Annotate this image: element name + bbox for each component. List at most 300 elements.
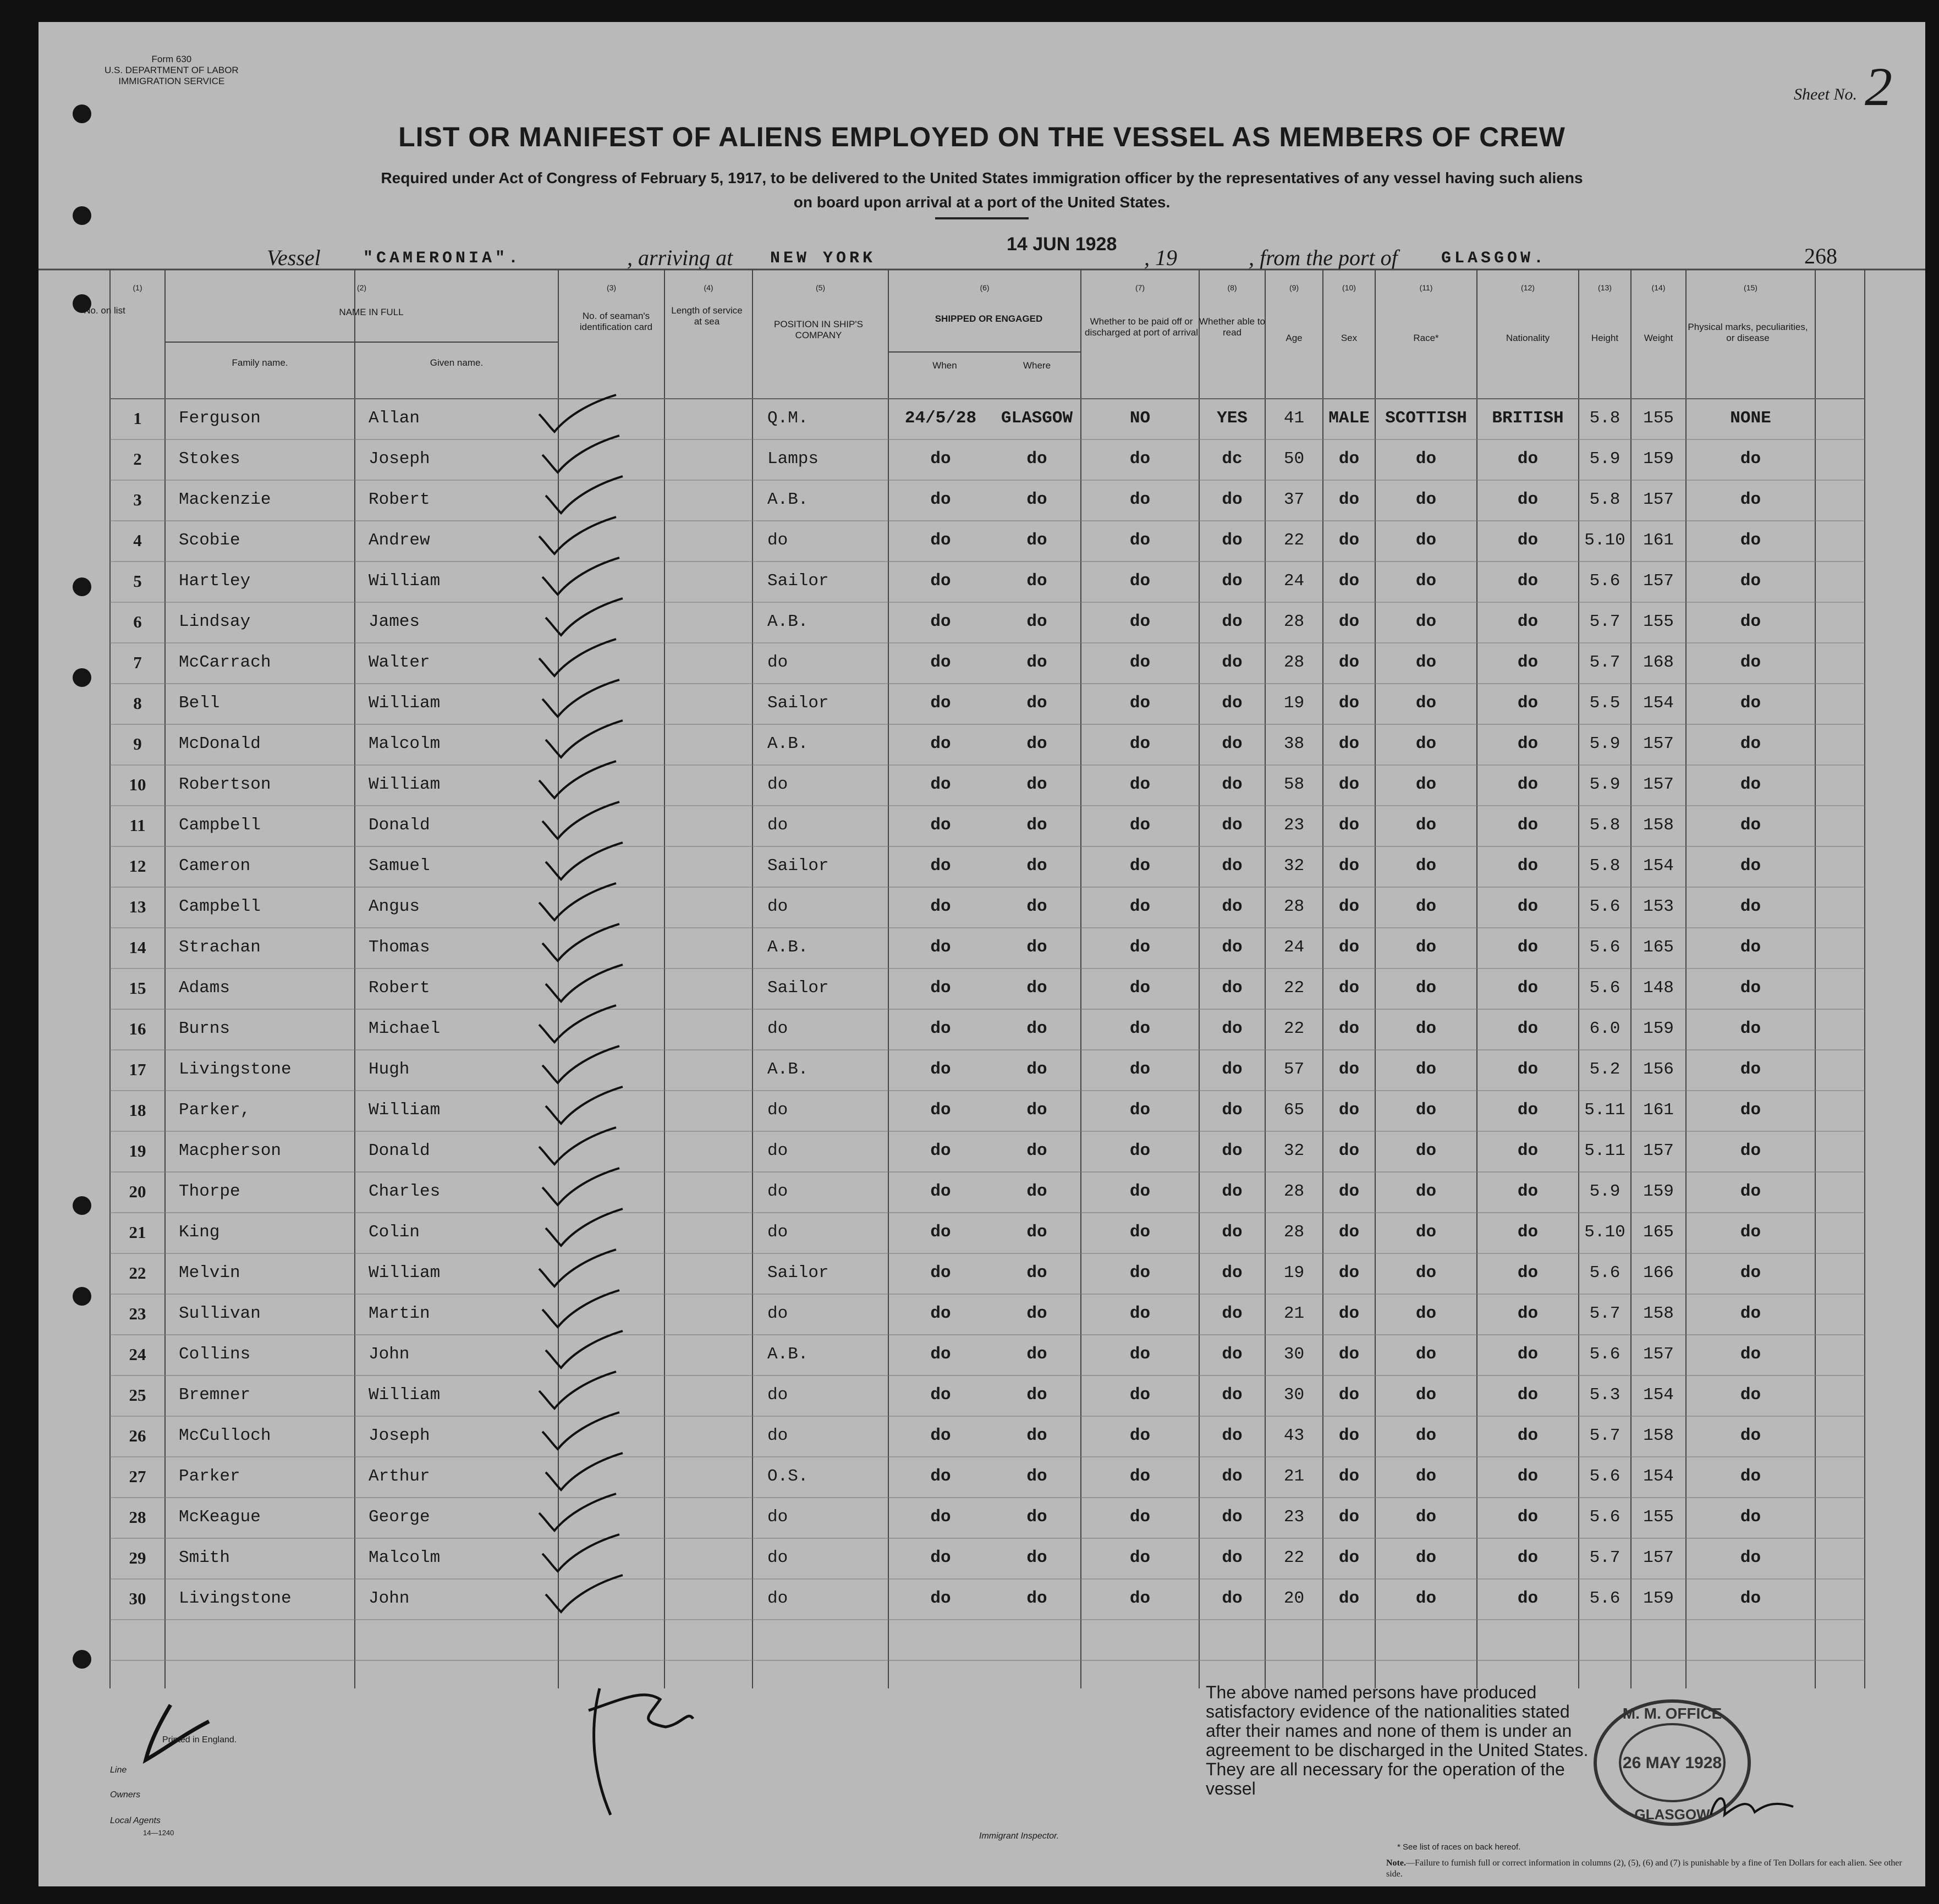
header-sex: Sex <box>1341 333 1358 343</box>
row-number: 16 <box>129 1019 146 1038</box>
family-name: Smith <box>179 1548 230 1567</box>
shipped-when: do <box>930 1467 951 1486</box>
nationality: do <box>1517 1141 1539 1160</box>
physical-marks: do <box>1740 1223 1761 1242</box>
race: do <box>1415 775 1437 794</box>
row-number: 26 <box>129 1426 146 1445</box>
sex: do <box>1338 694 1360 713</box>
physical-marks: do <box>1740 571 1761 591</box>
age: 30 <box>1283 1345 1305 1364</box>
family-name: Lindsay <box>179 612 251 631</box>
able-to-read: do <box>1222 531 1243 550</box>
height: 6.0 <box>1589 1019 1621 1038</box>
physical-marks: do <box>1740 978 1761 998</box>
shipped-where: do <box>1026 1548 1047 1567</box>
shipped-when: do <box>930 1223 951 1242</box>
race: do <box>1415 571 1437 591</box>
shipped-when: do <box>930 1060 951 1079</box>
row-number: 21 <box>129 1223 146 1242</box>
shipped-when: do <box>930 816 951 835</box>
weight: 161 <box>1643 531 1674 550</box>
paid-off: do <box>1129 694 1151 713</box>
weight: 155 <box>1643 409 1674 428</box>
column-number: (15) <box>1744 283 1757 292</box>
shipped-where: do <box>1026 1223 1047 1242</box>
height: 5.6 <box>1589 978 1621 998</box>
column-number: (3) <box>606 283 617 292</box>
physical-marks: do <box>1740 1019 1761 1038</box>
row-number: 22 <box>129 1263 146 1283</box>
age: 22 <box>1283 978 1305 998</box>
age: 24 <box>1283 938 1305 957</box>
able-to-read: do <box>1222 1548 1243 1567</box>
sex: do <box>1338 531 1360 550</box>
able-to-read: do <box>1222 816 1243 835</box>
physical-marks: do <box>1740 1100 1761 1120</box>
height: 5.6 <box>1589 1589 1621 1608</box>
race: do <box>1415 1467 1437 1486</box>
height: 5.11 <box>1584 1100 1625 1120</box>
column-number: (7) <box>1135 283 1145 292</box>
weight: 157 <box>1643 1548 1674 1567</box>
race: do <box>1415 612 1437 631</box>
nationality: do <box>1517 653 1539 672</box>
shipped-where: do <box>1026 1385 1047 1405</box>
paid-off: do <box>1129 1019 1151 1038</box>
race: do <box>1415 694 1437 713</box>
sex: do <box>1338 571 1360 591</box>
header-able-read: Whether able to read <box>1199 316 1266 338</box>
header-height: Height <box>1591 333 1619 343</box>
shipped-where: do <box>1026 1019 1047 1038</box>
page-title: LIST OR MANIFEST OF ALIENS EMPLOYED ON THE VESSEL AS MEMBERS OF CREW <box>398 122 1566 152</box>
row-number: 24 <box>129 1345 146 1364</box>
sex: do <box>1338 1182 1360 1201</box>
nationality: do <box>1517 1507 1539 1527</box>
height: 5.6 <box>1589 1467 1621 1486</box>
physical-marks: do <box>1740 938 1761 957</box>
race: do <box>1415 1141 1437 1160</box>
age: 19 <box>1283 694 1305 713</box>
paid-off: do <box>1129 897 1151 916</box>
height: 5.9 <box>1589 734 1621 753</box>
position: do <box>767 1019 788 1038</box>
inspector-label: Immigrant Inspector. <box>979 1831 1059 1841</box>
race: do <box>1415 816 1437 835</box>
given-name: James <box>369 612 420 631</box>
vessel-label: Vessel <box>267 245 321 270</box>
able-to-read: do <box>1222 490 1243 509</box>
able-to-read: do <box>1222 1345 1243 1364</box>
weight: 168 <box>1643 653 1674 672</box>
race: do <box>1415 1223 1437 1242</box>
shipped-where: do <box>1026 1060 1047 1079</box>
column-number: (13) <box>1598 283 1612 292</box>
position: do <box>767 816 788 835</box>
family-name: Livingstone <box>179 1589 292 1608</box>
age: 37 <box>1283 490 1305 509</box>
physical-marks: do <box>1740 1304 1761 1323</box>
shipped-where: do <box>1026 856 1047 876</box>
given-name: Malcolm <box>369 734 441 753</box>
header-when: When <box>932 360 957 371</box>
family-name: Stokes <box>179 449 240 469</box>
weight: 159 <box>1643 449 1674 469</box>
column-number: (9) <box>1289 283 1299 292</box>
row-number: 29 <box>129 1548 146 1567</box>
paid-off: do <box>1129 449 1151 469</box>
able-to-read: do <box>1222 1507 1243 1527</box>
row-number: 8 <box>133 694 142 713</box>
height: 5.3 <box>1589 1385 1621 1405</box>
form-code: 14—1240 <box>143 1829 174 1837</box>
weight: 159 <box>1643 1182 1674 1201</box>
row-number: 19 <box>129 1141 146 1160</box>
sex: do <box>1338 612 1360 631</box>
weight: 157 <box>1643 775 1674 794</box>
race: do <box>1415 897 1437 916</box>
family-name: Burns <box>179 1019 230 1038</box>
age: 19 <box>1283 1263 1305 1283</box>
position: A.B. <box>767 490 809 509</box>
shipped-when: do <box>930 694 951 713</box>
family-name: Melvin <box>179 1263 240 1283</box>
weight: 156 <box>1643 1060 1674 1079</box>
check-mark-icon <box>540 1450 628 1494</box>
sex: do <box>1338 1507 1360 1527</box>
given-name: Allan <box>369 409 420 428</box>
family-name: Sullivan <box>179 1304 261 1323</box>
weight: 165 <box>1643 1223 1674 1242</box>
race: do <box>1415 1345 1437 1364</box>
row-number: 11 <box>129 816 146 835</box>
check-mark-icon <box>537 677 625 721</box>
sex: do <box>1338 1141 1360 1160</box>
row-number: 13 <box>129 897 146 916</box>
paid-off: do <box>1129 531 1151 550</box>
sex: do <box>1338 1060 1360 1079</box>
paid-off: do <box>1129 1182 1151 1201</box>
position: Sailor <box>767 1263 829 1283</box>
row-number: 17 <box>129 1060 146 1079</box>
paid-off: do <box>1129 856 1151 876</box>
nationality: do <box>1517 897 1539 916</box>
age: 57 <box>1283 1060 1305 1079</box>
paid-off: do <box>1129 1141 1151 1160</box>
weight: 165 <box>1643 938 1674 957</box>
check-mark-icon <box>537 1532 625 1576</box>
position: do <box>767 1426 788 1445</box>
check-mark-icon <box>537 799 625 843</box>
column-number: (8) <box>1227 283 1237 292</box>
nationality: do <box>1517 816 1539 835</box>
check-mark-icon <box>534 1247 622 1291</box>
agents-label: Local Agents <box>110 1816 161 1825</box>
sex: do <box>1338 1019 1360 1038</box>
age: 28 <box>1283 1223 1305 1242</box>
height: 5.6 <box>1589 938 1621 957</box>
nationality: do <box>1517 531 1539 550</box>
weight: 154 <box>1643 856 1674 876</box>
position: Sailor <box>767 978 829 998</box>
nationality: do <box>1517 1304 1539 1323</box>
column-number: (11) <box>1419 283 1433 292</box>
header-nationality: Nationality <box>1506 333 1550 343</box>
nationality: do <box>1517 938 1539 957</box>
vessel-name: "CAMERONIA". <box>363 249 522 268</box>
family-name: Bremner <box>179 1385 251 1405</box>
able-to-read: dc <box>1222 449 1243 469</box>
position: A.B. <box>767 612 809 631</box>
shipped-when: do <box>930 734 951 753</box>
row-number: 10 <box>129 775 146 794</box>
shipped-when: do <box>930 1182 951 1201</box>
position: do <box>767 1100 788 1120</box>
row-number: 20 <box>129 1182 146 1201</box>
given-name: Martin <box>369 1304 430 1323</box>
check-mark-icon <box>534 1125 622 1169</box>
position: do <box>767 1304 788 1323</box>
sheet-label: Sheet No. <box>1794 85 1857 103</box>
paid-off: do <box>1129 978 1151 998</box>
weight: 158 <box>1643 1426 1674 1445</box>
row-number: 7 <box>133 653 142 672</box>
column-number: (1) <box>133 283 142 292</box>
paid-off: do <box>1129 1467 1151 1486</box>
able-to-read: do <box>1222 653 1243 672</box>
paid-off: do <box>1129 571 1151 591</box>
sex: do <box>1338 1263 1360 1283</box>
shipped-when: do <box>930 1263 951 1283</box>
height: 5.7 <box>1589 653 1621 672</box>
race: do <box>1415 978 1437 998</box>
height: 5.8 <box>1589 856 1621 876</box>
race: do <box>1415 1304 1437 1323</box>
given-name: Walter <box>369 653 430 672</box>
given-name: Thomas <box>369 938 430 957</box>
given-name: Charles <box>369 1182 441 1201</box>
physical-marks: do <box>1740 1385 1761 1405</box>
nationality: do <box>1517 978 1539 998</box>
position: A.B. <box>767 1345 809 1364</box>
physical-marks: do <box>1740 1426 1761 1445</box>
position: O.S. <box>767 1467 809 1486</box>
physical-marks: do <box>1740 1263 1761 1283</box>
weight: 159 <box>1643 1589 1674 1608</box>
shipped-when: do <box>930 449 951 469</box>
row-number: 15 <box>129 978 146 998</box>
able-to-read: do <box>1222 938 1243 957</box>
sex: do <box>1338 978 1360 998</box>
nationality: do <box>1517 1223 1539 1242</box>
able-to-read: do <box>1222 694 1243 713</box>
column-number: (4) <box>704 283 713 292</box>
race: do <box>1415 1385 1437 1405</box>
able-to-read: do <box>1222 775 1243 794</box>
age: 65 <box>1283 1100 1305 1120</box>
inspector-signature <box>578 1666 699 1831</box>
shipped-where: do <box>1026 1141 1047 1160</box>
weight: 157 <box>1643 734 1674 753</box>
height: 5.6 <box>1589 1263 1621 1283</box>
header-given-name: Given name. <box>430 357 484 368</box>
able-to-read: do <box>1222 897 1243 916</box>
race: do <box>1415 734 1437 753</box>
shipped-where: do <box>1026 1304 1047 1323</box>
position: do <box>767 1548 788 1567</box>
physical-marks: do <box>1740 490 1761 509</box>
nationality: do <box>1517 734 1539 753</box>
manifest-sheet <box>39 22 1925 1886</box>
sex: do <box>1338 734 1360 753</box>
given-name: John <box>369 1345 410 1364</box>
arrival-port: NEW YORK <box>770 249 876 268</box>
row-number: 6 <box>133 612 142 631</box>
race: do <box>1415 1548 1437 1567</box>
weight: 166 <box>1643 1263 1674 1283</box>
able-to-read: do <box>1222 856 1243 876</box>
weight: 158 <box>1643 816 1674 835</box>
sex: do <box>1338 1426 1360 1445</box>
family-name: Cameron <box>179 856 251 876</box>
age: 38 <box>1283 734 1305 753</box>
sex: do <box>1338 775 1360 794</box>
weight: 157 <box>1643 1345 1674 1364</box>
shipped-when: 24/5/28 <box>904 409 977 428</box>
able-to-read: YES <box>1217 409 1248 428</box>
weight: 154 <box>1643 1467 1674 1486</box>
position: do <box>767 897 788 916</box>
family-name: McKeague <box>179 1507 261 1527</box>
height: 5.9 <box>1589 449 1621 469</box>
family-name: Strachan <box>179 938 261 957</box>
nationality: do <box>1517 1467 1539 1486</box>
shipped-when: do <box>930 897 951 916</box>
position: Sailor <box>767 856 829 876</box>
stamp-date-text: 26 MAY 1928 <box>1622 1754 1722 1772</box>
shipped-where: do <box>1026 694 1047 713</box>
sex: do <box>1338 1589 1360 1608</box>
height: 5.10 <box>1584 1223 1625 1242</box>
given-name: Samuel <box>369 856 430 876</box>
header-family-name: Family name. <box>232 357 288 368</box>
date-stamp: 14 JUN 1928 <box>1007 234 1117 255</box>
position: do <box>767 1507 788 1527</box>
nationality: do <box>1517 694 1539 713</box>
family-name: McCarrach <box>179 653 271 672</box>
given-name: George <box>369 1507 430 1527</box>
age: 23 <box>1283 1507 1305 1527</box>
sheet-number-value: 2 <box>1865 56 1892 117</box>
weight: 157 <box>1643 490 1674 509</box>
position: do <box>767 653 788 672</box>
given-name: Donald <box>369 816 430 835</box>
header-name-in-full: NAME IN FULL <box>339 307 404 317</box>
height: 5.7 <box>1589 1304 1621 1323</box>
row-number: 25 <box>129 1385 146 1405</box>
given-name: Robert <box>369 978 430 998</box>
age: 20 <box>1283 1589 1305 1608</box>
given-name: William <box>369 694 441 713</box>
shipped-where: do <box>1026 1467 1047 1486</box>
given-name: Arthur <box>369 1467 430 1486</box>
row-number: 18 <box>129 1100 146 1120</box>
age: 22 <box>1283 531 1305 550</box>
given-name: William <box>369 775 441 794</box>
paid-off: do <box>1129 653 1151 672</box>
able-to-read: do <box>1222 1141 1243 1160</box>
paid-off: do <box>1129 1223 1151 1242</box>
paid-off: do <box>1129 1507 1151 1527</box>
height: 5.2 <box>1589 1060 1621 1079</box>
given-name: Donald <box>369 1141 430 1160</box>
position: A.B. <box>767 1060 809 1079</box>
height: 5.8 <box>1589 490 1621 509</box>
weight: 148 <box>1643 978 1674 998</box>
weight: 153 <box>1643 897 1674 916</box>
column-number: (6) <box>980 283 990 292</box>
check-mark-icon <box>534 514 622 558</box>
form-number: Form 630 <box>151 54 192 64</box>
shipped-when: do <box>930 938 951 957</box>
shipped-where: do <box>1026 1263 1047 1283</box>
nationality: do <box>1517 856 1539 876</box>
height: 5.6 <box>1589 1507 1621 1527</box>
row-number: 5 <box>133 571 142 591</box>
height: 5.5 <box>1589 694 1621 713</box>
physical-marks: do <box>1740 694 1761 713</box>
year-label: , 19 <box>1144 245 1177 270</box>
age: 21 <box>1283 1467 1305 1486</box>
physical-marks: NONE <box>1730 409 1771 428</box>
check-mark-icon <box>534 1491 622 1535</box>
header-no-on-list: No. on list <box>84 305 125 316</box>
position: do <box>767 775 788 794</box>
able-to-read: do <box>1222 1019 1243 1038</box>
position: Lamps <box>767 449 819 469</box>
position: do <box>767 1141 788 1160</box>
shipped-where: do <box>1026 490 1047 509</box>
paid-off: NO <box>1129 409 1151 428</box>
master-signature <box>1705 1787 1799 1826</box>
able-to-read: do <box>1222 1223 1243 1242</box>
able-to-read: do <box>1222 978 1243 998</box>
shipped-where: do <box>1026 978 1047 998</box>
check-mark-icon <box>537 1287 625 1331</box>
shipped-when: do <box>930 775 951 794</box>
paid-off: do <box>1129 1385 1151 1405</box>
weight: 159 <box>1643 1019 1674 1038</box>
shipped-where: do <box>1026 612 1047 631</box>
sex: do <box>1338 1100 1360 1120</box>
paid-off: do <box>1129 1263 1151 1283</box>
check-mark-icon <box>540 474 628 518</box>
race: do <box>1415 1060 1437 1079</box>
physical-marks: do <box>1740 897 1761 916</box>
height: 5.8 <box>1589 816 1621 835</box>
position: do <box>767 1385 788 1405</box>
check-mark-icon <box>537 1410 625 1454</box>
race: do <box>1415 1100 1437 1120</box>
family-name: Parker <box>179 1467 240 1486</box>
age: 28 <box>1283 612 1305 631</box>
check-mark-icon <box>537 1165 625 1209</box>
column-number: (14) <box>1651 283 1666 292</box>
check-mark-icon <box>540 1572 628 1616</box>
physical-marks: do <box>1740 734 1761 753</box>
shipped-when: do <box>930 531 951 550</box>
nationality: do <box>1517 1589 1539 1608</box>
